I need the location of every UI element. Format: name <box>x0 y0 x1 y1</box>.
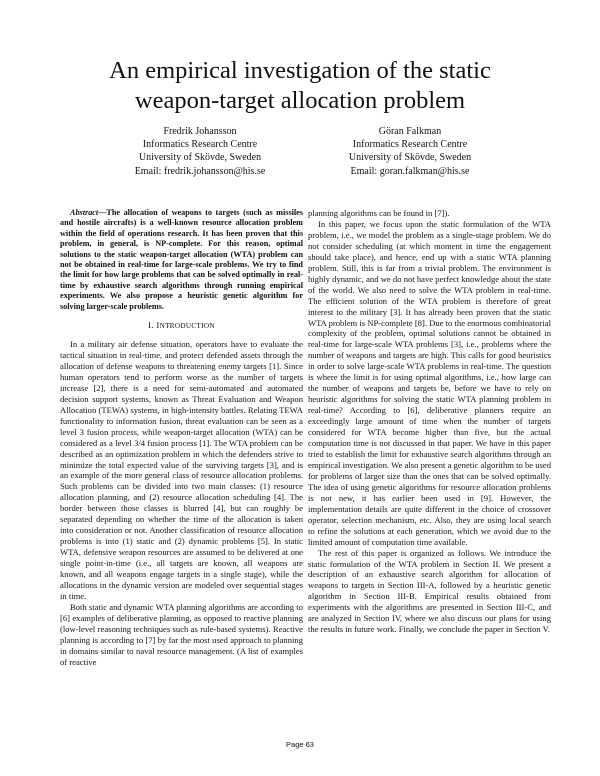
abstract-text: —The allocation of weapons to targets (such as missiles and hostile aircrafts) is a well-known resource allocation problem within the field of operations research. It has been proven that this problem, in general, is NP-complete. For this reason, optimal solutions to the static weapon-target allocation (WTA) problem can not be obtained in real-time for large-scale problems. We try to find the limit for how large problems that can be solved optimally in real-time by exhaustive search algorithms through running empirical experiments. We also propose a heuristic genetic algorithm for solving larger-scale problems. <box>60 208 303 311</box>
author-affiliation: Informatics Research Centre <box>352 139 468 151</box>
author-university: University of Skövde, Sweden <box>138 152 262 164</box>
author-university: University of Skövde, Sweden <box>348 152 472 164</box>
paragraph: In a military air defense situation, operators have to evaluate the tactical situation in real-time, and protect defended assets through the allocation of defense weapons to threatening enemy targets [1]. Since human operators tend to perform worse as the number of targets increase [2], there is a need for semi-automated and automated decision support systems, known as Threat Evaluation and Weapon Allocation (TEWA) systems, in high-intensity battles. Relating TEWA functionality to information fusion, threat evaluation can be seen as a level 3 fusion process, while weapon-target allocation (WTA) can be considered as a level 3/4 fusion process [1]. The WTA problem can be described as an optimization problem in which the defenders strive to minimize the total expected value of the surviving targets [3], and is an example of the more general class of resource allocation problems. Such problems can be divided into two main classes: (1) resource allocation planning, and (2) resource allocation scheduling [4]. The border between those classes is blurred [4], but can roughly be separated depending on whether the time of the allocation is taken into consideration or not. Another classification of resource allocation problems is into (1) static and (2) dynamic problems [5]. In static WTA, defensive weapon resources are assumed to be delivered at one single point-in-time (i.e., all targets are known, all weapons are known, and all weapons engage targets in a single stage), while the allocations in the dynamic version are modeled over sequential stages in time. <box>60 339 303 601</box>
author-block-1 <box>100 125 300 178</box>
paragraph: Both static and dynamic WTA planning algorithms are according to [6] examples of deliberative planning, as opposed to reactive planning (low-level reasoning techniques such as rule-based systems). Reactive planning is according to [7] by far the most used approach to planning in domains similar to naval resource management. (A list of examples of reactive <box>60 601 303 667</box>
section-title-initial: I <box>156 320 160 331</box>
section-title-rest: NTRODUCTION <box>159 322 215 331</box>
section-heading-introduction <box>60 320 303 332</box>
abstract-label: Abstract <box>70 208 99 217</box>
title-line-1: An empirical investigation of the static <box>109 57 491 84</box>
author-name: Fredrik Johansson <box>163 126 237 137</box>
paper-title <box>40 56 560 116</box>
section-number: I. <box>148 320 154 331</box>
author-block-2 <box>310 125 510 178</box>
author-affiliation: Informatics Research Centre <box>142 139 258 151</box>
paragraph: The rest of this paper is organized as follows. We introduce the static formulation of the WTA problem in Section II. We present a description of an exhaustive search algorithm for allocation of weapons to targets in Section III-A, followed by a heuristic genetic algorithm in Section III-B. Empirical results obtained from experiments with the algorithms are presented in Section III-C, and are analyzed in Section IV, where we also discuss our plans for using the results in future work. Finally, we conclude the paper in Section V. <box>308 547 551 635</box>
author-email: Email: fredrik.johansson@his.se <box>134 165 266 177</box>
paragraph: planning algorithms can be found in [7]). <box>308 208 450 218</box>
paragraph: In this paper, we focus upon the static formulation of the WTA problem, i.e., we model the problem as a single-stage problem. We do not consider scheduling (at which moment in time the engagement should take place), and hence, end up with a static WTA planning problem. Still, this is far from a trivial problem. The environment is highly dynamic, and we do not have perfect knowledge about the state of the world. We also need to solve the WTA problem in real-time. The efficient solution of the WTA problem is therefore of great interest to the military [3]. It has already been proven that the static WTA problem is NP-complete [8]. Due to the enormous combinatorial complexity of the problem, optimal solutions cannot be obtained in real-time for large-scale WTA problems [3], i.e., problems where the number of weapons and targets are high. This calls for good heuristics in order to solve large-scale WTA problems in real-time. The question is where the limit is for using optimal algorithms, i.e., how large can the number of weapons and targets be, before we have to rely on heuristic algorithms for solving the static WTA planning problem in real-time? According to [6], deliberative planners require an exceedingly large amount of time when the number of targets considered for WTA become higher than five, but the actual computation time is not discussed in that paper. We have in this paper tried to establish the limit for exhaustive search algorithms through an empirical investigation. We also present a genetic algorithm to be used for problems of larger size than the ones that can be solved optimally. The idea of using genetic algorithms for resource allocation problems is not new, it has earlier been used in [9]. However, the implementation details are quite different in the choice of crossover operator, selection mechanism, etc. Also, they are using local search to refine the solutions at each generation, which we avoid due to the limited amount of computation time available. <box>308 218 551 547</box>
right-column <box>308 208 551 635</box>
author-name: Göran Falkman <box>378 126 442 137</box>
title-line-2: weapon-target allocation problem <box>134 87 466 114</box>
author-email: Email: goran.falkman@his.se <box>350 165 470 177</box>
left-column <box>60 208 303 668</box>
abstract <box>60 208 303 312</box>
page-number: Page 63 <box>286 740 314 749</box>
